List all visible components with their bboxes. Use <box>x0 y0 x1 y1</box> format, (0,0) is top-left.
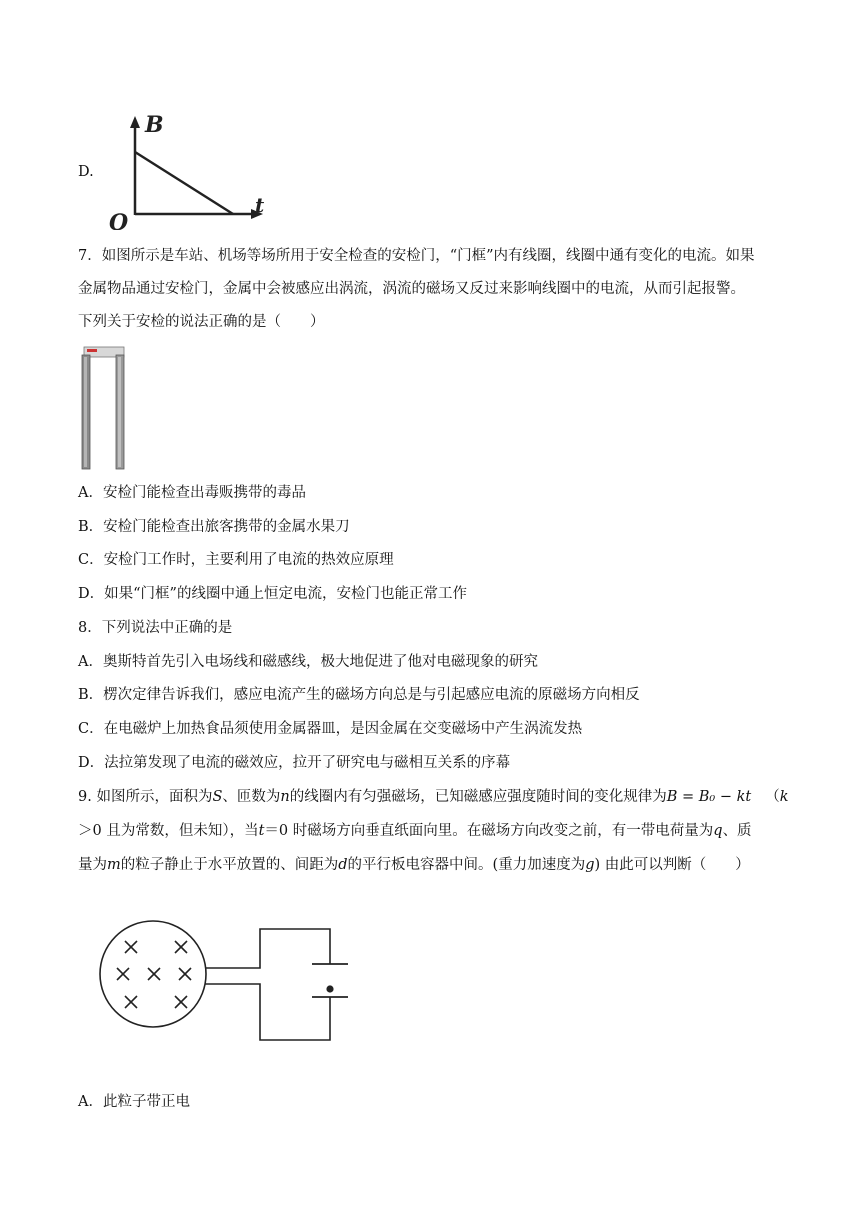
graph-origin-label: O <box>109 210 129 230</box>
q7-option-a: A．安检门能检查出毒贩携带的毒品 <box>78 485 306 501</box>
q7-stem-line-3: 下列关于安检的说法正确的是（ ） <box>78 314 325 330</box>
q7-option-d: D．如果“门框”的线圈中通上恒定电流，安检门也能正常工作 <box>78 586 467 602</box>
q9-stem-line-1: 9. 如图所示，面积为S、匝数为n的线圈内有匀强磁场，已知磁感应强度随时间的变化规律为B = B₀ − kt （k <box>78 789 789 805</box>
q7-stem-line-2: 金属物品通过安检门，金属中会被感应出涡流，涡流的磁场又反过来影响线圈中的电流，从而引起报警。 <box>78 281 745 297</box>
graph-x-label: t <box>255 193 265 217</box>
graph-y-label: B <box>145 112 164 138</box>
charged-particle <box>326 985 333 992</box>
q8-stem: 8．下列说法中正确的是 <box>78 620 233 636</box>
q8-option-a: A．奥斯特首先引入电场线和磁感线，极大地促进了他对电磁现象的研究 <box>78 654 538 670</box>
q9-formula: B = B₀ − kt <box>666 789 752 805</box>
circuit-wires <box>205 929 330 1040</box>
graph-y-arrow <box>130 116 140 128</box>
q9-option-a: A．此粒子带正电 <box>78 1094 190 1110</box>
field-crosses <box>117 941 191 1008</box>
q7-option-b: B．安检门能检查出旅客携带的金属水果刀 <box>78 519 350 535</box>
q6-option-d-label: D. <box>78 164 94 180</box>
q7-stem-line-1: 7．如图所示是车站、机场等场所用于安全检查的安检门，“门框”内有线圈，线圈中通有变化的电流。如果 <box>78 248 755 264</box>
q9-stem-line-3: 量为m的粒子静止于水平放置的、间距为d的平行板电容器中间。(重力加速度为g) 由此可以判断（ ） <box>78 857 750 873</box>
q8-option-d: D．法拉第发现了电流的磁效应，拉开了研究电与磁相互关系的序幕 <box>78 755 511 771</box>
security-gate-image <box>78 345 128 471</box>
q8-option-c: C．在电磁炉上加热食品须使用金属器皿，是因金属在交变磁场中产生涡流发热 <box>78 721 583 737</box>
q7-option-c: C．安检门工作时，主要利用了电流的热效应原理 <box>78 552 394 568</box>
q6-bt-graph <box>105 110 275 230</box>
q9-coil-capacitor-diagram <box>98 920 368 1050</box>
q9-stem-line-2: ＞0 且为常数，但未知），当t＝0 时磁场方向垂直纸面向里。在磁场方向改变之前，有一带电荷量为q、质 <box>78 823 752 839</box>
q8-option-b: B．楞次定律告诉我们，感应电流产生的磁场方向总是与引起感应电流的原磁场方向相反 <box>78 687 640 703</box>
graph-decreasing-line <box>135 152 233 214</box>
